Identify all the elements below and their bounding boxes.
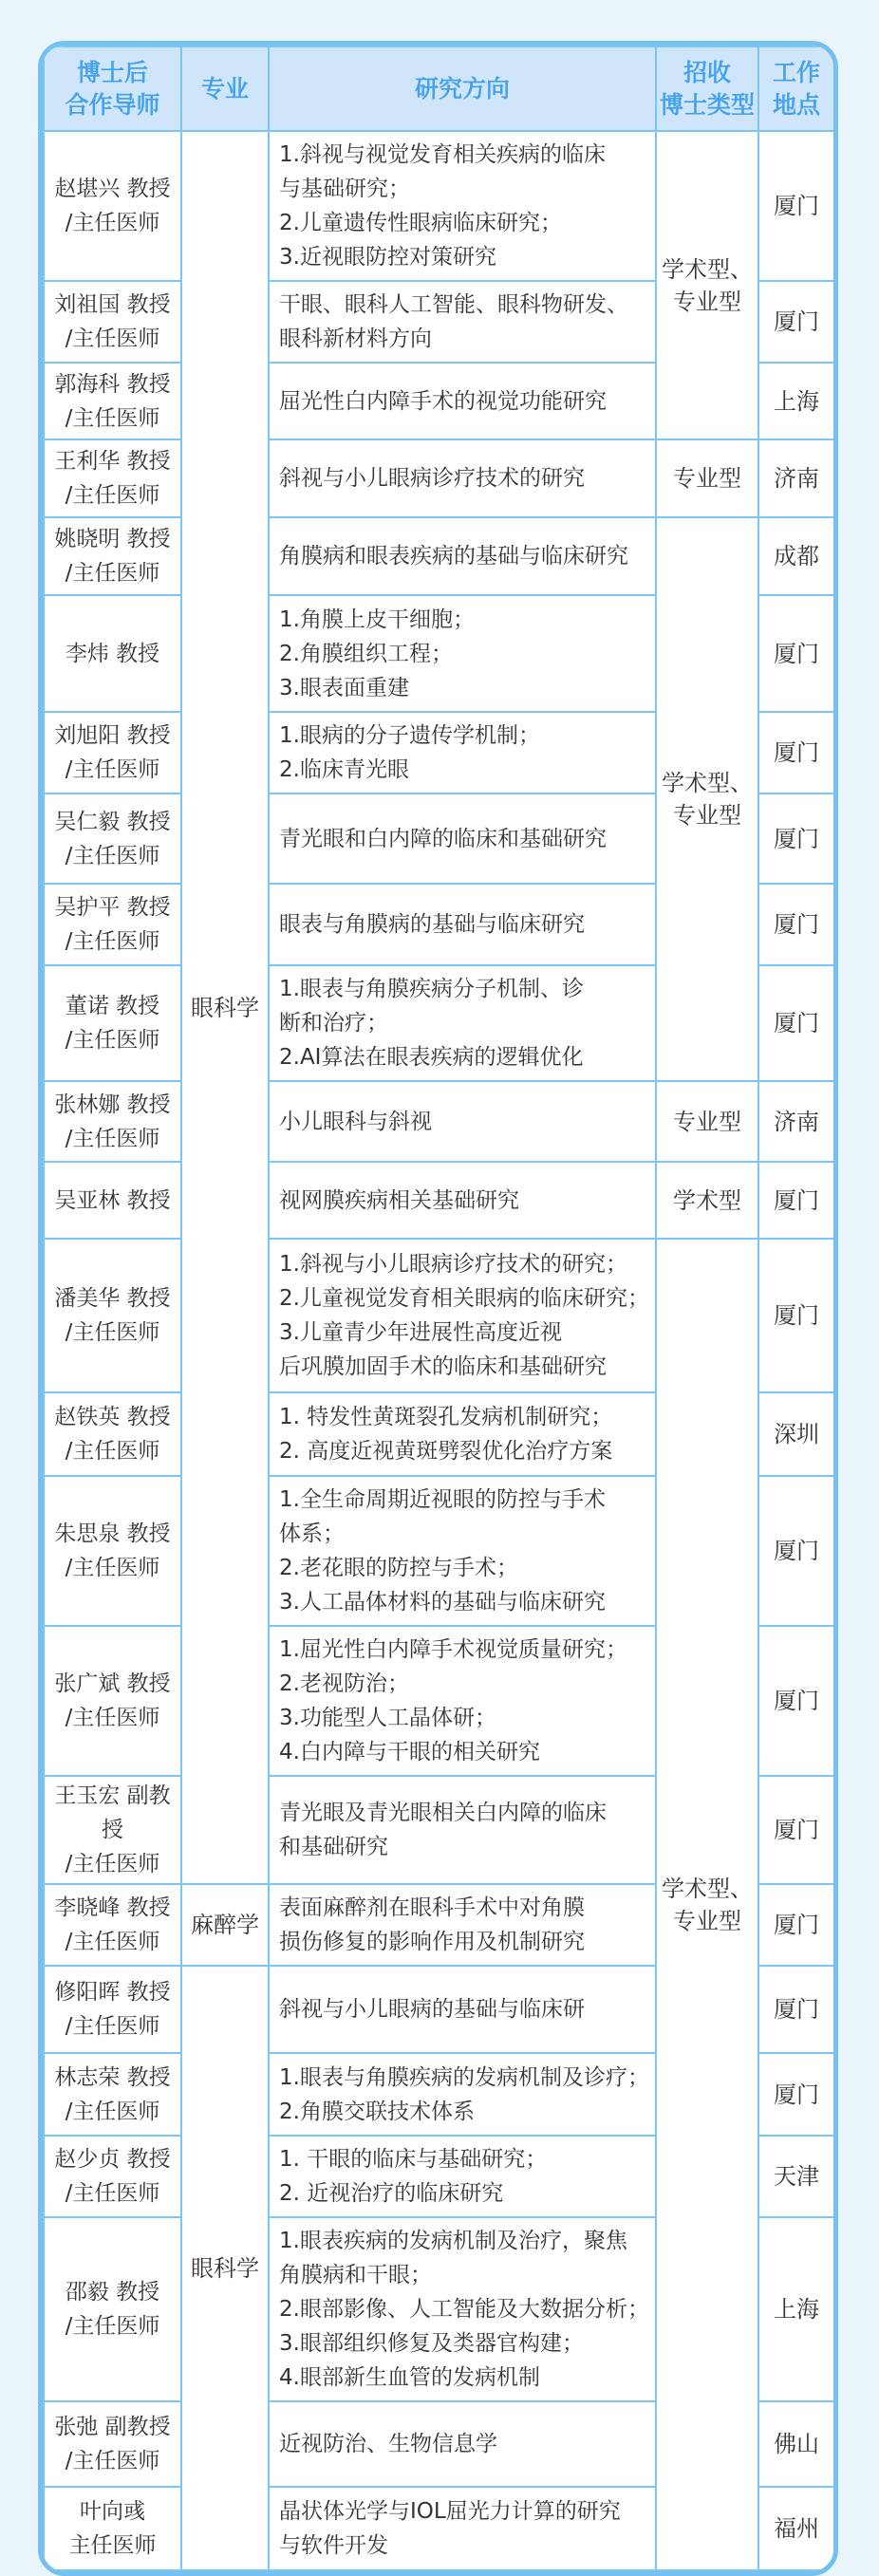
supervisor-cell	[44, 1776, 181, 1884]
supervisor-cell	[44, 1966, 181, 2053]
text-line: /主任医师	[65, 757, 160, 782]
text-line: 1.角膜上皮干细胞；	[279, 607, 475, 632]
text-line: 眼表与角膜病的基础与临床研究	[279, 912, 585, 937]
text-line: 王利华 教授	[54, 449, 171, 474]
city-cell: 济南	[758, 439, 834, 517]
doctor-type-cell	[656, 1081, 758, 1162]
text-line: /主任医师	[65, 1930, 160, 1954]
research-cell	[269, 2217, 656, 2401]
supervisor-cell	[44, 884, 181, 965]
supervisor-cell	[44, 793, 181, 884]
text-line: /主任医师	[65, 1320, 160, 1345]
supervisor-cell	[44, 1884, 181, 1966]
text-line: 3.功能型人工晶体研；	[279, 1706, 496, 1730]
city-cell: 天津	[758, 2136, 834, 2217]
text-line: 工作	[772, 58, 820, 86]
text-line: 张弛 副教授	[54, 2415, 171, 2439]
city-cell: 厦门	[758, 1626, 834, 1776]
text-line: 李晓峰 教授	[54, 1895, 171, 1920]
text-line: 专业型	[673, 465, 741, 492]
city-cell: 上海	[758, 363, 834, 439]
text-line: 1. 干眼的临床与基础研究；	[279, 2147, 548, 2172]
text-line: 1.斜视与小儿眼病诊疗技术的研究；	[279, 1252, 627, 1277]
text-line: 专业型	[673, 802, 741, 829]
text-line: 1. 特发性黄斑裂孔发病机制研究；	[279, 1405, 613, 1429]
text-line: 2.临床青光眼	[279, 757, 409, 782]
text-line: 刘祖国 教授	[54, 292, 171, 317]
research-cell	[269, 517, 656, 595]
text-line: 断和治疗；	[279, 1011, 388, 1036]
header-cell-doctor-type	[656, 47, 758, 131]
research-cell	[269, 439, 656, 517]
text-line: 张广斌 教授	[54, 1671, 171, 1696]
text-line: /主任医师	[65, 2099, 160, 2124]
supervisor-cell	[44, 1626, 181, 1776]
city-cell: 佛山	[758, 2401, 834, 2487]
text-line: 专业	[200, 74, 249, 103]
research-cell	[269, 965, 656, 1081]
text-line: 叶向彧	[80, 2499, 145, 2524]
city-cell: 济南	[758, 1081, 834, 1162]
supervisor-cell	[44, 2487, 181, 2570]
text-line: 邵毅 教授	[65, 2280, 160, 2305]
header-cell-research	[269, 47, 656, 131]
supervisor-cell	[44, 595, 181, 712]
specialty-cell: 麻醉学	[181, 1884, 269, 1966]
text-line: 赵铁英 教授	[54, 1405, 171, 1429]
research-cell	[269, 712, 656, 793]
supervisor-cell	[44, 363, 181, 439]
doctor-type-cell	[656, 131, 758, 439]
table-row	[44, 439, 834, 517]
text-line: 学术型、	[662, 770, 753, 796]
text-line: 干眼、眼科人工智能、眼科物研发、	[279, 292, 628, 317]
supervisor-cell	[44, 1239, 181, 1392]
city-cell: 深圳	[758, 1392, 834, 1476]
text-line: /主任医师	[65, 2314, 160, 2339]
research-cell	[269, 2053, 656, 2136]
city-cell: 厦门	[758, 712, 834, 793]
table-row	[44, 1162, 834, 1239]
text-line: /主任医师	[65, 843, 160, 868]
text-line: 姚晓明 教授	[54, 527, 171, 551]
text-line: 专业型	[673, 1108, 741, 1135]
text-line: 2.AI算法在眼表疾病的逻辑优化	[279, 1045, 584, 1070]
text-line: 1.斜视与视觉发育相关疾病的临床	[279, 142, 606, 167]
research-cell	[269, 1392, 656, 1476]
text-line: 修阳晖 教授	[54, 1980, 171, 2005]
table-row	[44, 131, 834, 281]
research-cell	[269, 1239, 656, 1392]
text-line: /主任医师	[65, 327, 160, 351]
research-cell	[269, 1476, 656, 1626]
text-line: 2.角膜组织工程；	[279, 641, 453, 666]
text-line: 1.眼病的分子遗传学机制；	[279, 723, 540, 748]
specialty-cell: 眼科学	[181, 131, 269, 1884]
city-cell: 厦门	[758, 1476, 834, 1626]
postdoc-supervisor-table	[43, 46, 835, 2571]
supervisor-cell	[44, 1476, 181, 1626]
text-line: 研究方向	[414, 74, 510, 103]
doctor-type-cell	[656, 517, 758, 1081]
text-line: 郭海科 教授	[54, 371, 171, 397]
text-line: 眼科新材料方向	[279, 327, 432, 351]
text-line: 3.近视眼防控对策研究	[279, 245, 496, 270]
city-cell: 福州	[758, 2487, 834, 2570]
text-line: 招收	[683, 58, 731, 86]
research-cell	[269, 2136, 656, 2217]
text-line: 2. 近视治疗的临床研究	[279, 2181, 504, 2206]
city-cell: 厦门	[758, 1884, 834, 1966]
header-cell-supervisor	[44, 47, 181, 131]
text-line: /主任医师	[65, 211, 160, 235]
text-line: 与基础研究；	[279, 177, 410, 201]
supervisor-cell	[44, 517, 181, 595]
text-line: 2.儿童遗传性眼病临床研究；	[279, 211, 562, 235]
research-cell	[269, 595, 656, 712]
text-line: 斜视与小儿眼病的基础与临床研	[279, 1997, 585, 2022]
research-cell	[269, 131, 656, 281]
text-line: 3.眼部组织修复及类器官构建；	[279, 2331, 584, 2356]
research-cell	[269, 1162, 656, 1239]
text-line: 博士后	[76, 58, 148, 86]
text-line: 2.老花眼的防控与手术；	[279, 1556, 518, 1580]
research-cell	[269, 1776, 656, 1884]
text-line: 博士类型	[659, 90, 755, 119]
city-cell: 上海	[758, 2217, 834, 2401]
city-cell: 厦门	[758, 281, 834, 363]
city-cell: 厦门	[758, 884, 834, 965]
text-line: 视网膜疾病相关基础研究	[279, 1187, 519, 1213]
text-line: 李炜 教授	[65, 641, 160, 666]
postdoc-recruitment-table-card	[38, 41, 838, 2576]
text-line: 角膜病和干眼；	[279, 2263, 432, 2287]
text-line: 屈光性白内障手术的视觉功能研究	[279, 388, 607, 414]
supervisor-cell	[44, 2053, 181, 2136]
text-line: 朱思泉 教授	[54, 1521, 171, 1546]
doctor-type-cell	[656, 439, 758, 517]
text-line: 学术型、	[662, 255, 753, 283]
research-cell	[269, 793, 656, 884]
text-line: 王玉宏 副教授	[54, 1783, 171, 1842]
text-line: /主任医师	[65, 1126, 160, 1151]
text-line: 青光眼和白内障的临床和基础研究	[279, 826, 607, 851]
research-cell	[269, 884, 656, 965]
text-line: 吴护平 教授	[54, 895, 171, 920]
table-row	[44, 517, 834, 595]
text-line: 刘旭阳 教授	[54, 723, 171, 748]
city-cell: 厦门	[758, 1162, 834, 1239]
text-line: 3.人工晶体材料的基础与临床研究	[279, 1590, 606, 1615]
text-line: 1.全生命周期近视眼的防控与手术	[279, 1487, 606, 1512]
city-cell: 成都	[758, 517, 834, 595]
text-line: /主任医师	[65, 1028, 160, 1053]
city-cell: 厦门	[758, 1966, 834, 2053]
research-cell	[269, 1966, 656, 2053]
text-line: 1.眼表疾病的发病机制及治疗，聚焦	[279, 2229, 627, 2253]
text-line: 4.眼部新生血管的发病机制	[279, 2365, 540, 2390]
text-line: 青光眼及青光眼相关白内障的临床	[279, 1801, 607, 1825]
specialty-cell: 眼科学	[181, 1966, 269, 2570]
research-cell	[269, 1626, 656, 1776]
supervisor-cell	[44, 2217, 181, 2401]
text-line: 董诺 教授	[65, 994, 160, 1018]
supervisor-cell	[44, 1081, 181, 1162]
text-line: 后巩膜加固手术的临床和基础研究	[279, 1354, 607, 1379]
supervisor-cell	[44, 439, 181, 517]
supervisor-cell	[44, 712, 181, 793]
text-line: 表面麻醉剂在眼科手术中对角膜	[279, 1895, 585, 1920]
supervisor-cell	[44, 2136, 181, 2217]
research-cell	[269, 281, 656, 363]
text-line: 赵少贞 教授	[54, 2147, 171, 2172]
text-line: 2.眼部影像、人工智能及大数据分析；	[279, 2297, 649, 2322]
research-cell	[269, 1884, 656, 1966]
text-line: 4.白内障与干眼的相关研究	[279, 1740, 540, 1764]
table-row	[44, 1239, 834, 1392]
research-cell	[269, 1081, 656, 1162]
supervisor-cell	[44, 2401, 181, 2487]
header-row	[44, 47, 834, 131]
text-line: 专业型	[673, 288, 741, 315]
text-line: 小儿眼科与斜视	[279, 1109, 432, 1134]
text-line: 1.眼表与角膜疾病的发病机制及诊疗；	[279, 2064, 649, 2090]
city-cell: 厦门	[758, 965, 834, 1081]
doctor-type-cell	[656, 1162, 758, 1239]
text-line: /主任医师	[65, 1439, 160, 1464]
text-line: 学术型	[673, 1186, 741, 1214]
supervisor-cell	[44, 1162, 181, 1239]
text-line: 地点	[772, 90, 820, 119]
text-line: 3.儿童青少年进展性高度近视	[279, 1320, 562, 1345]
header-cell-location	[758, 47, 834, 131]
text-line: 吴仁毅 教授	[54, 809, 171, 834]
table-row	[44, 1081, 834, 1162]
text-line: 主任医师	[68, 2533, 157, 2558]
text-line: 损伤修复的影响作用及机制研究	[279, 1930, 585, 1954]
text-line: /主任医师	[65, 2181, 160, 2206]
supervisor-cell	[44, 965, 181, 1081]
text-line: 张林娜 教授	[54, 1092, 171, 1117]
research-cell	[269, 2487, 656, 2570]
city-cell: 厦门	[758, 793, 834, 884]
text-line: 晶状体光学与IOL屈光力计算的研究	[279, 2499, 621, 2524]
text-line: 和基础研究	[279, 1835, 388, 1859]
research-cell	[269, 363, 656, 439]
city-cell: 厦门	[758, 2053, 834, 2136]
supervisor-cell	[44, 131, 181, 281]
header-cell-specialty	[181, 47, 269, 131]
text-line: /主任医师	[65, 2449, 160, 2473]
text-line: 吴亚林 教授	[54, 1187, 171, 1213]
city-cell: 厦门	[758, 131, 834, 281]
city-cell: 厦门	[758, 1776, 834, 1884]
text-line: 近视防治、生物信息学	[279, 2432, 497, 2456]
text-line: 2.儿童视觉发育相关眼病的临床研究；	[279, 1286, 649, 1311]
text-line: /主任医师	[65, 483, 160, 508]
text-line: 体系；	[279, 1521, 345, 1546]
text-line: 2.老视防治；	[279, 1671, 409, 1696]
text-line: 学术型、	[662, 1875, 753, 1902]
text-line: /主任医师	[65, 405, 160, 431]
text-line: 专业型	[673, 1907, 741, 1934]
text-line: /主任医师	[65, 1706, 160, 1730]
text-line: 林志荣 教授	[54, 2064, 171, 2090]
text-line: 潘美华 教授	[54, 1286, 171, 1311]
text-line: /主任医师	[65, 2014, 160, 2039]
text-line: 3.眼表面重建	[279, 675, 409, 700]
text-line: 赵堪兴 教授	[54, 177, 171, 201]
text-line: 2.角膜交联技术体系	[279, 2099, 475, 2124]
doctor-type-cell	[656, 1239, 758, 2570]
text-line: /主任医师	[65, 561, 160, 586]
text-line: 1.屈光性白内障手术视觉质量研究；	[279, 1637, 627, 1662]
text-line: 合作导师	[65, 90, 160, 119]
city-cell: 厦门	[758, 1239, 834, 1392]
supervisor-cell	[44, 1392, 181, 1476]
city-cell: 厦门	[758, 595, 834, 712]
supervisor-cell	[44, 281, 181, 363]
text-line: 1.眼表与角膜疾病分子机制、诊	[279, 977, 584, 1001]
text-line: 斜视与小儿眼病诊疗技术的研究	[279, 466, 585, 491]
text-line: /主任医师	[65, 929, 160, 954]
text-line: 2. 高度近视黄斑劈裂优化治疗方案	[279, 1439, 613, 1464]
text-line: 与软件开发	[279, 2533, 388, 2558]
research-cell	[269, 2401, 656, 2487]
text-line: /主任医师	[65, 1852, 160, 1876]
text-line: /主任医师	[65, 1556, 160, 1580]
text-line: 角膜病和眼表疾病的基础与临床研究	[279, 544, 628, 569]
